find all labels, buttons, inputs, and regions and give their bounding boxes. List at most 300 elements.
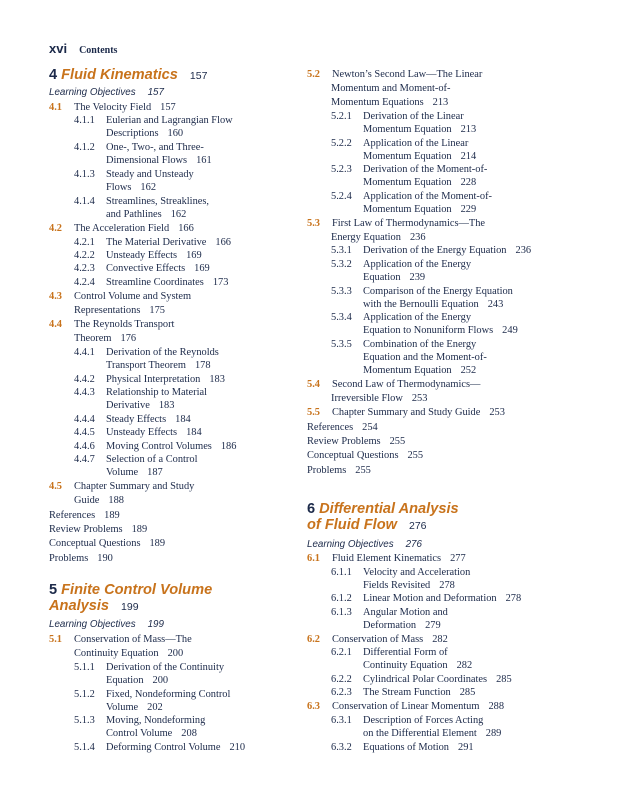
entry-title: Equation [363,272,401,283]
learning-objectives-entry [49,618,164,631]
section-number: 6.2 [307,634,320,645]
chapter-title: Fluid Kinematics [61,67,178,83]
toc-entry [106,208,186,221]
section-number: 4.4.3 [74,387,95,398]
toc-entry [331,231,426,244]
toc-entry [49,509,120,522]
entry-title: Volume [106,702,139,713]
entry-title: Streamline Coordinates [106,277,204,288]
toc-entry [363,619,441,632]
entry-title: First Law of Thermodynamics—The [332,218,486,229]
entry-title: Energy Equation [331,232,401,243]
page-ref: 190 [97,553,113,564]
page-ref: 291 [458,742,474,753]
section-number: 6.3.2 [331,742,352,753]
entry-title: Representations [74,305,141,316]
page-ref: 166 [215,237,231,248]
entry-title: Fixed, Nondeforming Control [106,689,231,700]
page-ref: 279 [425,620,441,631]
entry-title: Derivation of the Reynolds [106,347,219,358]
page-ref: 289 [485,728,502,739]
toc-entry [74,346,219,359]
toc-entry [363,579,455,592]
toc-entry [74,453,197,466]
toc-entry [49,222,194,235]
page-ref: 214 [460,151,477,162]
entry-title: Momentum Equation [363,151,452,162]
page-ref: 187 [147,467,163,478]
chapter-heading [49,598,139,615]
page-ref: 157 [160,102,176,113]
entry-title: Convective Effects [106,263,186,274]
section-number: 6.1.3 [331,607,352,618]
page-ref: 229 [460,204,477,215]
entry-title: Cylindrical Polar Coordinates [363,674,488,685]
toc-entry [106,466,163,479]
toc-entry [331,592,521,605]
section-number: 4.1.4 [74,196,95,207]
section-number: 4.4.1 [74,347,95,358]
page-ref: 186 [220,441,237,452]
toc-entry [74,236,231,249]
entry-title: Comparison of the Energy Equation [363,286,513,297]
toc-entry [331,311,471,324]
page-ref: 243 [487,299,504,310]
entry-title: Equations of Motion [363,742,450,753]
section-number: 5.3.3 [331,286,352,297]
toc-entry [307,552,466,565]
toc-entry [363,727,501,740]
toc-entry [307,435,405,448]
toc-entry [106,127,183,140]
section-number: 4.4.6 [74,441,95,452]
entry-title: Descriptions [106,128,159,139]
entry-title: Steady Effects [106,414,167,425]
section-number: 4.5 [49,481,62,492]
toc-entry [331,566,470,579]
toc-entry [363,659,472,672]
toc-entry [106,674,168,687]
running-head: Contents [79,45,118,56]
section-number: 4.4 [49,319,62,330]
toc-entry [106,154,212,167]
entry-title: Problems [307,465,347,476]
entry-title: The Acceleration Field [74,223,170,234]
entry-title: Equation to Nonuniform Flows [363,325,494,336]
entry-title: Transport Theorem [106,360,186,371]
entry-title: Physical Interpretation [106,374,201,385]
section-number: 6.1 [307,553,320,564]
toc-entry [363,298,503,311]
entry-title: Streamlines, Streaklines, [106,196,210,207]
page-ref: 162 [170,209,187,220]
entry-title: Linear Motion and Deformation [363,593,497,604]
toc-entry [363,364,476,377]
toc-entry [307,68,482,81]
section-number: 5.1.3 [74,715,95,726]
page-ref: 213 [432,97,449,108]
toc-entry [331,673,512,686]
chapter-heading [307,517,427,534]
page-ref: 189 [131,524,148,535]
section-number: 5.2 [307,69,320,80]
toc-entry [49,552,113,565]
entry-title: Guide [74,495,100,506]
toc-entry [49,318,174,331]
toc-entry [106,701,163,714]
chapter-title: Finite Control Volume [61,582,213,598]
chapter-heading [49,67,207,84]
section-number: 6.3 [307,701,320,712]
toc-entry [74,741,245,754]
learning-objectives-entry [307,538,422,551]
entry-title: Deformation [363,620,417,631]
chapter-number: 4 [49,67,58,83]
toc-entry [363,351,487,364]
page-ref: 189 [149,538,166,549]
section-number: 5.5 [307,407,320,418]
toc-entry [331,714,483,727]
toc-entry [331,244,531,257]
section-number: 4.1.3 [74,169,95,180]
entry-title: Steady and Unsteady [106,169,194,180]
toc-entry [74,304,165,317]
entry-title: Dimensional Flows [106,155,188,166]
toc-entry [363,324,518,337]
chapter-heading [307,501,459,517]
page-ref: 239 [409,272,426,283]
toc-entry [74,688,230,701]
page-ref: 169 [186,250,202,261]
entry-title: Fields Revisited [363,580,431,591]
toc-entry [74,276,228,289]
section-number: 5.1.1 [74,662,95,673]
page-ref: 178 [194,360,211,371]
entry-title: Conservation of Linear Momentum [332,701,480,712]
section-number: 6.2.2 [331,674,352,685]
page-ref: 277 [450,553,466,564]
entry-title: Moving, Nondeforming [106,715,206,726]
entry-title: Momentum Equations [331,97,424,108]
toc-entry [74,332,136,345]
entry-title: with the Bernoulli Equation [363,299,479,310]
section-number: 4.2.2 [74,250,95,261]
entry-title: Chapter Summary and Study [74,481,195,492]
entry-title: Newton’s Second Law—The Linear [332,69,483,80]
entry-title: References [49,510,96,521]
toc-entry [331,82,450,95]
toc-entry [74,661,224,674]
entry-title: Conservation of Mass—The [74,634,192,645]
toc-entry [106,181,156,194]
section-number: 5.3.1 [331,245,352,256]
toc-entry [74,647,183,660]
page-ref: 183 [158,400,175,411]
section-number: 4.4.4 [74,414,95,425]
page-ref: 253 [489,407,505,418]
page-ref: 285 [459,687,476,698]
entry-title: Application of the Energy [363,312,472,323]
entry-title: Application of the Energy [363,259,472,270]
toc-entry [331,190,492,203]
toc-entry [106,399,174,412]
chapter-title: Differential Analysis [319,501,459,517]
page-ref: 157 [147,87,164,98]
entry-title: Momentum Equation [363,124,452,135]
toc-entry [331,285,513,298]
toc-entry [74,249,202,262]
entry-title: Application of the Moment-of- [363,191,492,202]
page-ref: 282 [456,660,473,671]
entry-title: Differential Form of [363,647,448,658]
entry-title: Derivative [106,400,150,411]
section-number: 5.1.4 [74,742,95,753]
toc-entry [331,686,475,699]
page-ref: 255 [389,436,406,447]
page-ref: 188 [108,495,124,506]
section-number: 5.3 [307,218,320,229]
section-number: 4.3 [49,291,62,302]
toc-entry [74,373,225,386]
section-number: 5.2.3 [331,164,352,175]
page-ref: 173 [212,277,229,288]
toc-entry [106,727,197,740]
toc-entry [106,359,211,372]
entry-title: Deforming Control Volume [106,742,221,753]
section-number: 5.2.2 [331,138,352,149]
entry-title: Review Problems [49,524,123,535]
toc-entry [74,426,202,439]
toc-entry [307,449,423,462]
section-number: 4.2.1 [74,237,95,248]
toc-entry [74,262,210,275]
section-number: 4.4.7 [74,454,95,465]
entry-title: on the Differential Element [363,728,477,739]
toc-entry [49,290,191,303]
toc-entry [49,523,147,536]
entry-title: The Stream Function [363,687,451,698]
entry-title: Review Problems [307,436,381,447]
entry-title: Description of Forces Acting [363,715,484,726]
entry-title: Chapter Summary and Study Guide [332,407,481,418]
entry-title: Angular Motion and [363,607,448,618]
entry-title: Momentum and Moment-of- [331,83,451,94]
page-ref: 255 [407,450,424,461]
page-ref: 236 [515,245,532,256]
section-number: 5.2.1 [331,111,352,122]
chapter-title: of Fluid Flow [307,517,397,533]
page-ref: 202 [147,702,163,713]
entry-title: Moving Control Volumes [106,441,212,452]
toc-entry [307,406,505,419]
page-ref: 160 [167,128,184,139]
toc-entry [49,633,192,646]
page-ref: 282 [432,634,448,645]
toc-entry [74,494,124,507]
section-number: 4.1 [49,102,62,113]
page-ref: 184 [186,427,202,438]
toc-entry [331,646,448,659]
entry-title: The Reynolds Transport [74,319,175,330]
entry-title: Learning Objectives [49,87,136,98]
section-number: 4.2 [49,223,62,234]
page-ref: 184 [175,414,191,425]
page-ref: 161 [196,155,212,166]
chapter-title: Analysis [49,598,110,614]
entry-title: The Velocity Field [74,102,152,113]
section-number: 6.2.3 [331,687,352,698]
toc-entry [49,101,176,114]
entry-title: Conservation of Mass [332,634,424,645]
toc-entry [307,378,480,391]
toc-entry [331,137,468,150]
entry-title: References [307,422,354,433]
section-number: 4.4.2 [74,374,95,385]
toc-entry [331,741,474,754]
toc-entry [74,714,205,727]
toc-entry [307,421,378,434]
entry-title: Volume [106,467,139,478]
page-ref: 285 [496,674,512,685]
toc-entry [307,217,485,230]
page-ref: 200 [167,648,184,659]
entry-title: Conceptual Questions [307,450,399,461]
entry-title: Learning Objectives [307,539,394,550]
toc-entry [49,537,165,550]
entry-title: Control Volume and System [74,291,192,302]
toc-entry [74,386,207,399]
section-number: 5.3.4 [331,312,352,323]
chapter-number: 5 [49,582,58,598]
entry-title: Theorem [74,333,112,344]
toc-entry [331,258,471,271]
page-header [49,40,117,58]
page-ref: 255 [355,465,371,476]
entry-title: Equation and the Moment-of- [363,352,487,363]
section-number: 4.1.1 [74,115,95,126]
entry-title: Learning Objectives [49,619,136,630]
page-ref: 228 [460,177,477,188]
toc-entry [74,413,191,426]
toc-entry [74,195,209,208]
section-number: 5.1.2 [74,689,95,700]
section-number: 5.3.2 [331,259,352,270]
page-ref: 175 [149,305,165,316]
chapter-number: 6 [307,501,316,517]
section-number: 5.3.5 [331,339,352,350]
entry-title: Problems [49,553,89,564]
entry-title: Application of the Linear [363,138,469,149]
toc-entry [74,440,236,453]
entry-title: Fluid Element Kinematics [332,553,442,564]
toc-entry [74,114,233,127]
chapter-heading [49,582,212,598]
entry-title: Control Volume [106,728,173,739]
page-ref: 276 [408,520,427,532]
page-ref: 176 [120,333,137,344]
page-ref: 183 [209,374,225,385]
section-number: 4.4.5 [74,427,95,438]
page-ref: 276 [405,539,422,550]
page-ref: 169 [194,263,210,274]
toc-entry [74,141,204,154]
page-ref: 166 [178,223,194,234]
entry-title: Unsteady Effects [106,427,178,438]
page-ref: 200 [152,675,169,686]
section-number: 4.1.2 [74,142,95,153]
section-number: 6.2.1 [331,647,352,658]
toc-entry [363,123,476,136]
toc-entry [307,464,371,477]
toc-entry [363,176,476,189]
page-ref: 189 [104,510,120,521]
entry-title: Eulerian and Lagrangian Flow [106,115,233,126]
toc-entry [331,110,464,123]
entry-title: Derivation of the Moment-of- [363,164,488,175]
entry-title: Continuity Equation [363,660,448,671]
entry-title: Continuity Equation [74,648,159,659]
page-ref: 199 [147,619,164,630]
toc-entry [307,633,448,646]
section-number: 4.2.4 [74,277,95,288]
page-ref: 236 [409,232,426,243]
entry-title: Momentum Equation [363,204,452,215]
entry-title: Momentum Equation [363,177,452,188]
entry-title: Derivation of the Continuity [106,662,225,673]
section-number: 6.3.1 [331,715,352,726]
page-ref: 253 [411,393,428,404]
entry-title: The Material Derivative [106,237,207,248]
page-ref: 199 [121,601,139,613]
toc-entry [331,606,448,619]
entry-title: One-, Two-, and Three- [106,142,204,153]
toc-entry [49,480,194,493]
entry-title: Flows [106,182,132,193]
entry-title: Selection of a Control [106,454,198,465]
entry-title: Combination of the Energy [363,339,477,350]
page-ref: 278 [439,580,455,591]
entry-title: Irreversible Flow [331,393,403,404]
entry-title: Momentum Equation [363,365,452,376]
section-number: 6.1.2 [331,593,352,604]
entry-title: Second Law of Thermodynamics— [332,379,481,390]
toc-entry [331,338,476,351]
toc-entry [331,392,427,405]
section-number: 5.4 [307,379,320,390]
page-ref: 288 [488,701,505,712]
entry-title: Relationship to Material [106,387,207,398]
section-number: 6.1.1 [331,567,352,578]
entry-title: Conceptual Questions [49,538,141,549]
toc-entry [74,168,194,181]
page-ref: 254 [362,422,378,433]
page-ref: 252 [460,365,477,376]
page-ref: 210 [229,742,246,753]
entry-title: Equation [106,675,144,686]
page-ref: 162 [140,182,157,193]
learning-objectives-entry [49,86,164,99]
page-ref: 208 [181,728,197,739]
page-number: xvi [49,41,68,56]
toc-entry [363,203,476,216]
toc-entry [307,700,504,713]
entry-title: Velocity and Acceleration [363,567,471,578]
toc-entry [331,163,487,176]
entry-title: Unsteady Effects [106,250,178,261]
page-ref: 278 [505,593,522,604]
section-number: 5.2.4 [331,191,352,202]
page-ref: 213 [460,124,477,135]
